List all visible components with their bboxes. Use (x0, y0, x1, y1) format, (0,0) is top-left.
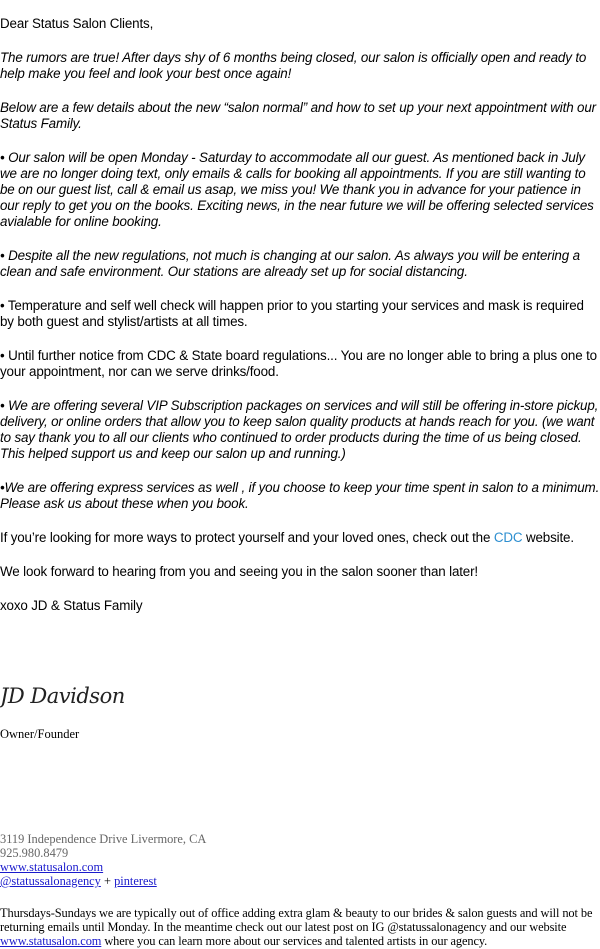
pinterest-link[interactable]: pinterest (114, 874, 157, 888)
website-link[interactable]: www.statusalon.com (0, 860, 104, 874)
footer-notice-suffix: where you can learn more about our services and talented artists in our agency. (101, 934, 488, 948)
bullet-cdc: • Until further notice from CDC & State board regulations... You are no longer able to bring a plus one to your appointment, nor can we serve drinks/food. (0, 348, 597, 379)
signoff: xoxo JD & Status Family (0, 598, 143, 613)
footer-notice (0, 906, 598, 948)
phone: 925.980.8479 (0, 846, 69, 860)
signature-role: Owner/Founder (0, 727, 80, 741)
bullet-express: •We are offering express services as well , if you choose to keep your time spent in salon to a minimum. Please ask us about these when you book. (0, 480, 600, 511)
bullet-hours: • Our salon will be open Monday - Saturday to accommodate all our guest. As mentioned back in July we are no longer doing text, only emails & calls for booking all appointments. If you are still wanting to be on our guest list, call & email us asap, we miss you! We thank you in advance for your patience in our reply to get you on the books. Exciting news, in the near future we will be offering selected services avialable for online booking. (0, 150, 594, 229)
bullet-temperature: • Temperature and self well check will happen prior to you starting your services and mask is required by both guest and stylist/artists at all times. (0, 298, 584, 329)
letter-body (0, 16, 600, 632)
closing-paragraph: We look forward to hearing from you and seeing you in the salon sooner than later! (0, 564, 478, 579)
address: 3119 Independence Drive Livermore, CA (0, 832, 207, 846)
protect-suffix: website. (522, 530, 574, 545)
bullet-vip: • We are offering several VIP Subscription packages on services and will still be offering in-store pickup, delivery, or online orders that allow you to keep salon quality products at hands reach for you. (we want to say thank you to all our clients who continued to order products during the time of us being closed. This helped support us and keep our salon up and running.) (0, 398, 599, 461)
intro-paragraph: The rumors are true! After days shy of 6 months being closed, our salon is officially open and ready to help make you feel and look your best once again! (0, 50, 587, 81)
plus-separator: + (103, 874, 111, 888)
footer-website-link[interactable]: www.statusalon.com (0, 934, 102, 948)
contact-block (0, 832, 206, 888)
details-intro-paragraph: Below are a few details about the new “salon normal” and how to set up your next appointment with our Status Family. (0, 100, 596, 131)
protect-prefix: If you’re looking for more ways to protect yourself and your loved ones, check out the (0, 530, 494, 545)
signature: JD Davidson (0, 684, 125, 708)
greeting: Dear Status Salon Clients, (0, 16, 154, 31)
bullet-regulations: • Despite all the new regulations, not much is changing at our salon. As always you will be entering a clean and safe environment. Our stations are already set up for social distancing. (0, 248, 580, 279)
cdc-link[interactable]: CDC (493, 530, 523, 545)
instagram-link[interactable]: @statussalonagency (0, 874, 101, 888)
protect-paragraph (0, 530, 600, 546)
footer-notice-prefix: Thursdays-Sundays we are typically out of office adding extra glam & beauty to our brides & salon guests and will not be returning emails until Monday. In the meantime check out our latest post on IG @statussalonagency and our website (0, 906, 593, 934)
